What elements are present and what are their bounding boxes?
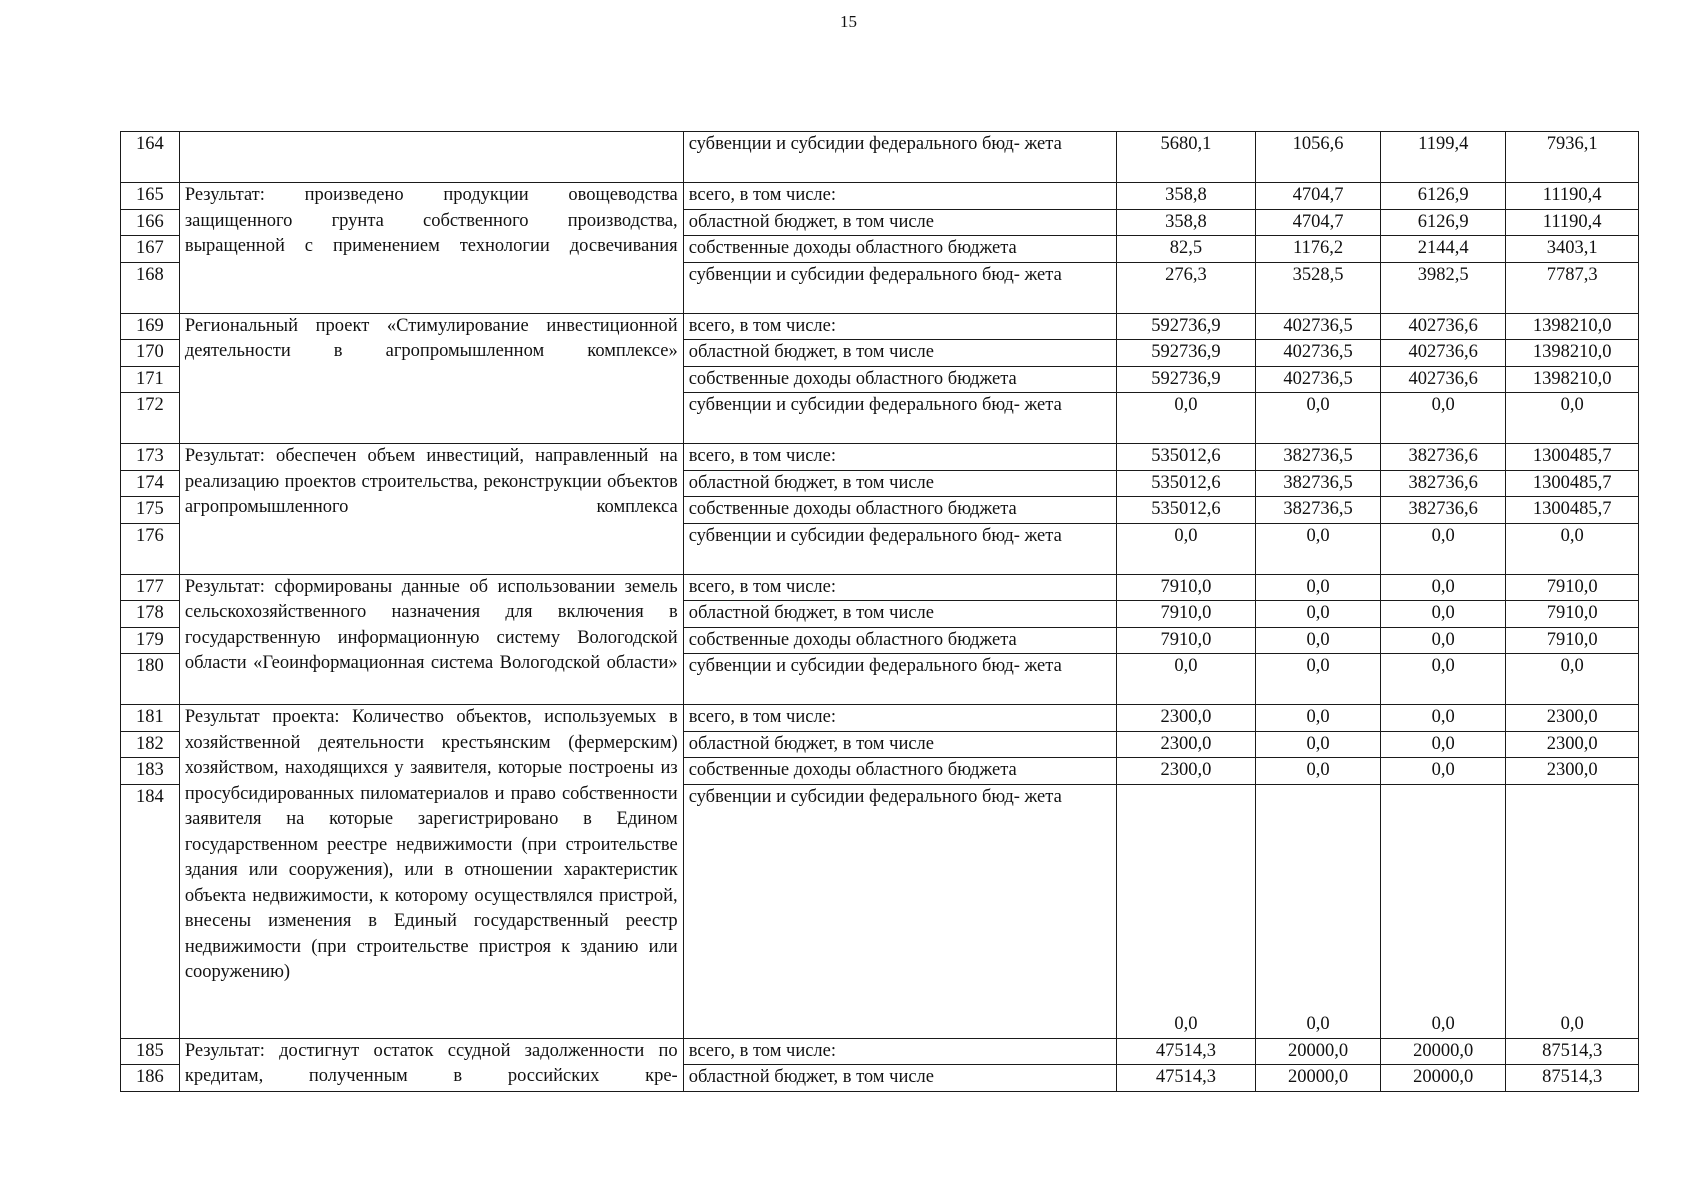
row-number: 182 [121,731,180,758]
funding-source: собственные доходы областного бюджета [683,236,1116,263]
row-number: 178 [121,601,180,628]
funding-source: областной бюджет, в том числе [683,470,1116,497]
row-number: 183 [121,758,180,785]
funding-source: собственные доходы областного бюджета [683,627,1116,654]
value-cell: 592736,9 [1116,340,1255,367]
row-number: 167 [121,236,180,263]
value-cell: 402736,5 [1256,340,1381,367]
result-description: Региональный проект «Стимулирование инвестиционной деятельности в агропромышленном комплексе» [179,313,683,444]
value-cell: 82,5 [1116,236,1255,263]
value-cell: 87514,3 [1506,1038,1639,1065]
result-description: Результат: достигнут остаток ссудной задолженности по кредитам, полученным в российских кре- [179,1038,683,1091]
row-number: 172 [121,393,180,444]
value-cell: 0,0 [1381,393,1506,444]
value-cell: 402736,6 [1381,340,1506,367]
row-number: 177 [121,574,180,601]
value-cell: 2300,0 [1506,731,1639,758]
row-number: 166 [121,209,180,236]
value-cell: 0,0 [1506,784,1639,1038]
funding-source: всего, в том числе: [683,1038,1116,1065]
funding-source: собственные доходы областного бюджета [683,497,1116,524]
value-cell: 7910,0 [1506,627,1639,654]
value-cell: 2300,0 [1506,758,1639,785]
value-cell: 0,0 [1256,705,1381,732]
value-cell: 1056,6 [1256,132,1381,183]
value-cell: 358,8 [1116,209,1255,236]
value-cell: 7910,0 [1506,574,1639,601]
row-number: 185 [121,1038,180,1065]
value-cell: 7910,0 [1506,601,1639,628]
value-cell: 0,0 [1256,393,1381,444]
value-cell: 2300,0 [1116,758,1255,785]
page-number: 15 [840,12,857,31]
value-cell: 6126,9 [1381,209,1506,236]
value-cell: 535012,6 [1116,470,1255,497]
result-description: Результат: сформированы данные об использовании земель сельскохозяйственного назначения для включения в государственную информационную систему Вологодской области «Геоинформационная система Вологодской области» [179,574,683,705]
value-cell: 7787,3 [1506,262,1639,313]
value-cell: 0,0 [1506,393,1639,444]
funding-source: собственные доходы областного бюджета [683,366,1116,393]
row-number: 176 [121,523,180,574]
funding-source: областной бюджет, в том числе [683,601,1116,628]
value-cell: 47514,3 [1116,1065,1255,1092]
value-cell: 7936,1 [1506,132,1639,183]
value-cell: 592736,9 [1116,366,1255,393]
row-number: 174 [121,470,180,497]
value-cell: 4704,7 [1256,183,1381,210]
value-cell: 535012,6 [1116,444,1255,471]
funding-source: областной бюджет, в том числе [683,209,1116,236]
row-number: 175 [121,497,180,524]
row-number: 165 [121,183,180,210]
value-cell: 0,0 [1381,574,1506,601]
value-cell: 6126,9 [1381,183,1506,210]
value-cell: 0,0 [1381,654,1506,705]
value-cell: 20000,0 [1381,1038,1506,1065]
value-cell: 0,0 [1506,523,1639,574]
value-cell: 382736,6 [1381,497,1506,524]
result-description: Результат проекта: Количество объектов, используемых в хозяйственной деятельности крестьянским (фермерским) хозяйством, находящихся у заявителя, которые построены из просубсидированных пиломатериалов и право собственности заявителя на которые зарегистрировано в Едином государственном реестре недвижимости (при строительстве здания или сооружения), или в отношении характеристик объекта недвижимости, к которому осуществлялся пристрой, внесены изменения в Единый государственный реестр недвижимости (при строительстве пристроя к зданию или сооружению) [179,705,683,1039]
value-cell: 0,0 [1256,758,1381,785]
table-row [121,574,1639,601]
value-cell: 47514,3 [1116,1038,1255,1065]
value-cell: 7910,0 [1116,601,1255,628]
value-cell: 3403,1 [1506,236,1639,263]
value-cell: 402736,5 [1256,366,1381,393]
row-number: 179 [121,627,180,654]
row-number: 186 [121,1065,180,1092]
funding-source: субвенции и субсидии федерального бюд- жета [683,523,1116,574]
value-cell: 1176,2 [1256,236,1381,263]
value-cell: 1398210,0 [1506,366,1639,393]
value-cell: 3528,5 [1256,262,1381,313]
value-cell: 0,0 [1506,654,1639,705]
result-description: Результат: обеспечен объем инвестиций, направленный на реализацию проектов строительства, реконструкции объектов агропромышленного комплекса [179,444,683,575]
value-cell: 0,0 [1256,574,1381,601]
row-number: 171 [121,366,180,393]
funding-source: всего, в том числе: [683,444,1116,471]
table-row [121,183,1639,210]
row-number: 168 [121,262,180,313]
value-cell: 20000,0 [1381,1065,1506,1092]
row-number: 173 [121,444,180,471]
value-cell: 0,0 [1116,784,1255,1038]
value-cell: 402736,6 [1381,313,1506,340]
budget-table [120,131,1639,1092]
value-cell: 1300485,7 [1506,444,1639,471]
value-cell: 3982,5 [1381,262,1506,313]
row-number: 169 [121,313,180,340]
value-cell: 20000,0 [1256,1065,1381,1092]
result-description: Результат: произведено продукции овощеводства защищенного грунта собственного производства, выращенной с применением технологии досвечивания [179,183,683,314]
value-cell: 1398210,0 [1506,340,1639,367]
funding-source: субвенции и субсидии федерального бюд- жета [683,132,1116,183]
funding-source: всего, в том числе: [683,574,1116,601]
funding-source: субвенции и субсидии федерального бюд- жета [683,654,1116,705]
value-cell: 11190,4 [1506,183,1639,210]
table-row [121,132,1639,183]
value-cell: 0,0 [1381,523,1506,574]
funding-source: областной бюджет, в том числе [683,1065,1116,1092]
funding-source: всего, в том числе: [683,183,1116,210]
value-cell: 0,0 [1116,393,1255,444]
funding-source: субвенции и субсидии федерального бюд- жета [683,393,1116,444]
value-cell: 4704,7 [1256,209,1381,236]
value-cell: 7910,0 [1116,627,1255,654]
value-cell: 1199,4 [1381,132,1506,183]
value-cell: 2300,0 [1116,705,1255,732]
value-cell: 1300485,7 [1506,497,1639,524]
row-number: 184 [121,784,180,1038]
funding-source: областной бюджет, в том числе [683,731,1116,758]
funding-source: областной бюджет, в том числе [683,340,1116,367]
value-cell: 5680,1 [1116,132,1255,183]
value-cell: 535012,6 [1116,497,1255,524]
row-number: 164 [121,132,180,183]
value-cell: 1300485,7 [1506,470,1639,497]
table-row [121,705,1639,732]
row-number: 181 [121,705,180,732]
value-cell: 11190,4 [1506,209,1639,236]
value-cell: 0,0 [1256,523,1381,574]
funding-source: всего, в том числе: [683,705,1116,732]
table-row [121,313,1639,340]
value-cell: 0,0 [1256,731,1381,758]
value-cell: 382736,5 [1256,497,1381,524]
table-row [121,444,1639,471]
value-cell: 0,0 [1381,731,1506,758]
value-cell: 0,0 [1256,654,1381,705]
value-cell: 0,0 [1381,784,1506,1038]
value-cell: 0,0 [1381,758,1506,785]
value-cell: 7910,0 [1116,574,1255,601]
row-number: 170 [121,340,180,367]
value-cell: 358,8 [1116,183,1255,210]
funding-source: субвенции и субсидии федерального бюд- жета [683,784,1116,1038]
value-cell: 402736,6 [1381,366,1506,393]
value-cell: 2300,0 [1506,705,1639,732]
value-cell: 2300,0 [1116,731,1255,758]
value-cell: 2144,4 [1381,236,1506,263]
value-cell: 0,0 [1116,523,1255,574]
value-cell: 0,0 [1256,784,1381,1038]
value-cell: 0,0 [1116,654,1255,705]
value-cell: 382736,5 [1256,444,1381,471]
funding-source: собственные доходы областного бюджета [683,758,1116,785]
value-cell: 382736,5 [1256,470,1381,497]
value-cell: 20000,0 [1256,1038,1381,1065]
value-cell: 276,3 [1116,262,1255,313]
value-cell: 402736,5 [1256,313,1381,340]
value-cell: 592736,9 [1116,313,1255,340]
value-cell: 0,0 [1256,601,1381,628]
value-cell: 0,0 [1381,601,1506,628]
value-cell: 382736,6 [1381,470,1506,497]
funding-source: субвенции и субсидии федерального бюд- жета [683,262,1116,313]
value-cell: 0,0 [1381,705,1506,732]
value-cell: 1398210,0 [1506,313,1639,340]
funding-source: всего, в том числе: [683,313,1116,340]
value-cell: 87514,3 [1506,1065,1639,1092]
value-cell: 382736,6 [1381,444,1506,471]
value-cell: 0,0 [1256,627,1381,654]
value-cell: 0,0 [1381,627,1506,654]
result-description [179,132,683,183]
row-number: 180 [121,654,180,705]
table-row [121,1038,1639,1065]
